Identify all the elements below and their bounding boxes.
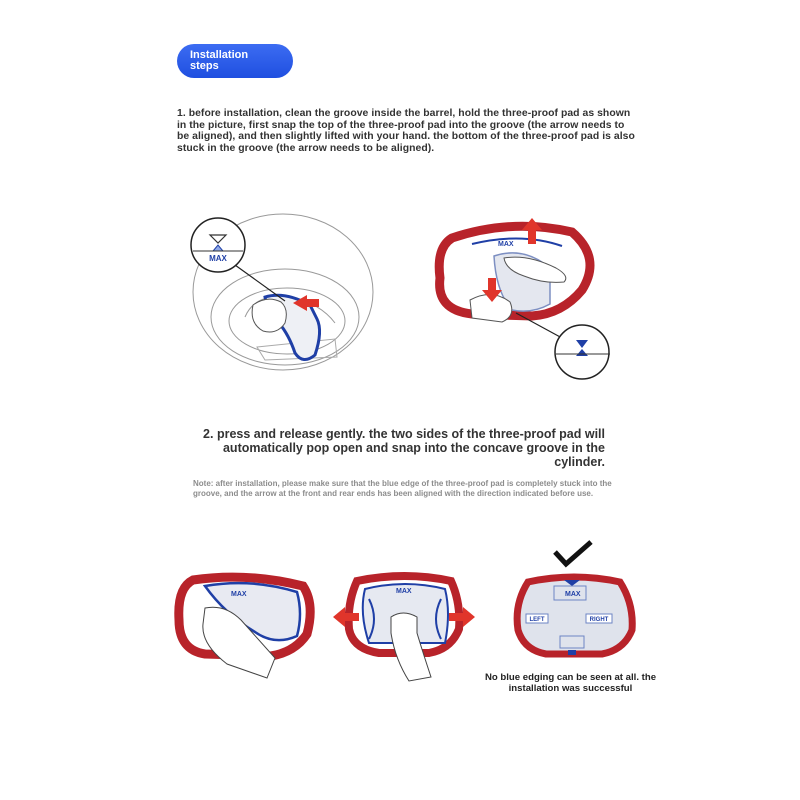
step2-figure-installed — [510, 574, 638, 662]
installed-left-label: LEFT — [529, 617, 545, 623]
installation-steps-badge — [177, 44, 293, 78]
step1-instructions: 1. before installation, clean the groove inside the barrel, hold the three-proof pad as shown in the picture, first snap the top of the three-proof pad into the groove (the arrow needs to be aligned), and then slightly lifted with your hand. the bottom of the three-proof pad is also stuck in the groove (the arrow needs to be aligned). — [177, 108, 635, 154]
installation-note: Note: after installation, please make sure that the blue edge of the three-proof pad is completely stuck into the groove, and the arrow at the front and rear ends has been aligned with the direction indicated before use. — [193, 479, 612, 498]
step2-figure-press — [175, 574, 320, 680]
step1-figure-seal — [432, 218, 612, 380]
badge-line1: Installation — [190, 49, 249, 61]
step2-instructions: 2. press and release gently. the two sides of the three-proof pad will automatically pop open and snap into the concave groove in the cylinder. — [203, 427, 605, 469]
press-max-label: MAX — [231, 591, 247, 598]
step2-figure-pop-open — [333, 573, 475, 683]
installed-max-label: MAX — [565, 591, 581, 598]
badge-line2: steps — [190, 60, 219, 72]
installed-right-label: RIGHT — [589, 617, 609, 623]
installation-success-text: No blue edging can be seen at all. the installation was successful — [484, 672, 657, 694]
checkmark-icon — [552, 540, 594, 568]
seal-max-label: MAX — [498, 241, 514, 248]
step1-figure-barrel — [185, 205, 375, 375]
pop-max-label: MAX — [396, 588, 412, 595]
zoom-max-label: MAX — [209, 254, 227, 263]
